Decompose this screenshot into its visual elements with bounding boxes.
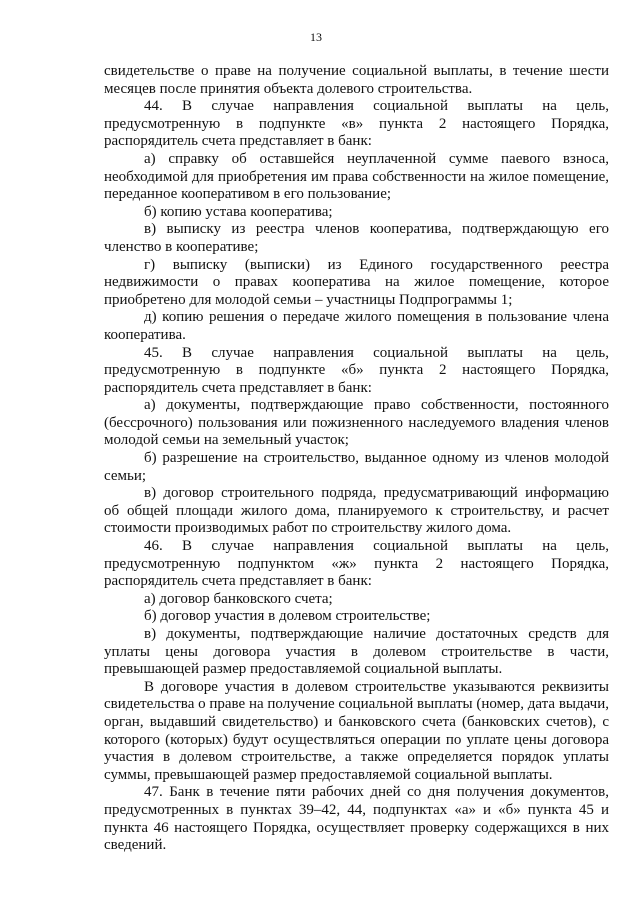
paragraph: б) копию устава кооператива;: [144, 203, 333, 220]
paragraph: 47. Банк в течение пяти рабочих дней со дня получения документов, предусмотренных в пунктах 39–42, 44, подпунктах «а» и «б» пункта 45 и пункта 46 настоящего Порядка, осуществляет проверку содержащихся в них сведений.: [104, 784, 609, 854]
paragraph: а) справку об оставшейся неуплаченной сумме паевого взноса, необходимой для приобретения им права собственности на жилое помещение, переданное кооперативом в его пользование;: [104, 150, 609, 203]
paragraph: в) выписку из реестра членов кооператива, подтверждающую его членство в кооперативе;: [104, 221, 609, 255]
paragraph: д) копию решения о передаче жилого помещения в пользование члена кооператива.: [104, 309, 609, 343]
paragraph: в) документы, подтверждающие наличие достаточных средств для уплаты цены договора участия в долевом строительстве в части, превышающей размер предоставляемой социальной выплаты.: [104, 626, 609, 678]
paragraph: г) выписку (выписки) из Единого государственного реестра недвижимости о правах кооператива на жилое помещение, которое приобретено для молодой семьи – участницы Подпрограммы 1;: [104, 256, 609, 308]
paragraph: б) договор участия в долевом строительстве;: [144, 608, 431, 625]
paragraph: 44. В случае направления социальной выплаты на цель, предусмотренную в подпункте «в» пункта 2 настоящего Порядка, распорядитель счета представляет в банк:: [104, 98, 609, 150]
paragraph: а) документы, подтверждающие право собственности, постоянного (бессрочного) пользования или пожизненного наследуемого владения членов молодой семьи на земельный участок;: [104, 397, 609, 449]
paragraph: свидетельстве о праве на получение социальной выплаты, в течение шести месяцев после принятия объекта долевого строительства.: [104, 63, 609, 97]
paragraph: б) разрешение на строительство, выданное одному из членов молодой семьи;: [104, 450, 609, 484]
paragraph: в) договор строительного подряда, предусматривающий информацию об общей площади жилого дома, планируемого к строительству, и расчет стоимости производимых работ по строительству жилого дома.: [104, 485, 609, 537]
page-number: 13: [310, 30, 322, 44]
paragraph: 46. В случае направления социальной выплаты на цель, предусмотренную подпунктом «ж» пункта 2 настоящего Порядка, распорядитель счета представляет в банк:: [104, 538, 609, 590]
paragraph: В договоре участия в долевом строительстве указываются реквизиты свидетельства о праве на получение социальной выплаты (номер, дата выдачи, орган, выдавший свидетельство) и банковского счета (банковских счетов), с которого (которых) будут осуществляться операции по уплате цены договора участия в долевом строительстве, а также определяется порядок уплаты суммы, превышающей размер предоставляемой социальной выплаты.: [104, 678, 609, 783]
paragraph: а) договор банковского счета;: [144, 590, 333, 607]
document-body: [104, 63, 609, 855]
paragraph: 45. В случае направления социальной выплаты на цель, предусмотренную в подпункте «б» пункта 2 настоящего Порядка, распорядитель счета представляет в банк:: [104, 344, 609, 396]
